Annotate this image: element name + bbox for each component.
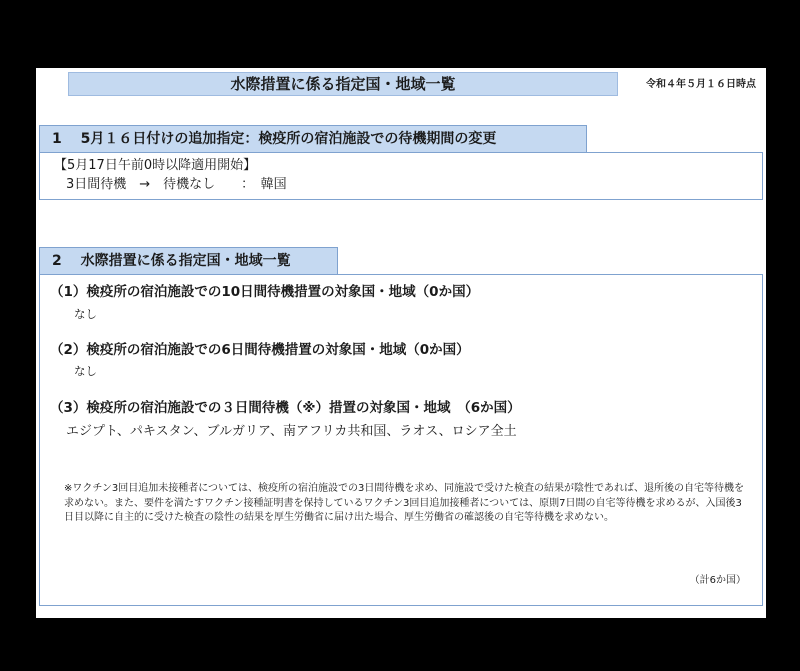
section2-box — [39, 274, 763, 606]
item3-body: エジプト、パキスタン、ブルガリア、南アフリカ共和国、ラオス、ロシア全土 — [66, 424, 517, 439]
slide — [36, 68, 766, 618]
as-of-date: 令和４年５月１６日時点 — [646, 79, 756, 90]
item1-body: なし — [74, 307, 97, 321]
section2-heading: 2 水際措置に係る指定国・地域一覧 — [39, 247, 338, 275]
item2-heading: （2）検疫所の宿泊施設での6日間待機措置の対象国・地域（0か国） — [50, 342, 470, 358]
item3-heading: （3）検疫所の宿泊施設での３日間待機（※）措置の対象国・地域 （6か国） — [50, 400, 521, 416]
item1-heading: （1）検疫所の宿泊施設での10日間待機措置の対象国・地域（0か国） — [50, 284, 480, 300]
page-title: 水際措置に係る指定国・地域一覧 — [68, 72, 618, 96]
section1-box — [39, 152, 763, 200]
total-count: （計6か国） — [689, 575, 746, 586]
section1-heading: 1 5月１６日付けの追加指定：検疫所の宿泊施設での待機期間の変更 — [39, 125, 587, 153]
item2-body: なし — [74, 364, 97, 378]
section1-effective-date: 【5月17日午前0時以降適用開始】 — [54, 158, 257, 173]
footnote: ※ワクチン3回目追加未接種者については、検疫所の宿泊施設での3日間待機を求め、同施設で受けた検査の結果が陰性であれば、退所後の自宅等待機を求めない。また、要件を満たすワクチン接種証明書を保持しているワクチン3回目追加接種者については、原則7日間の自宅等待機を求めるが、入国後3日目以降に自主的に受けた検査の陰性の結果を厚生労働省に届け出た場合、厚生労働省の確認後の自宅等待機を求めない。 — [64, 483, 745, 523]
section1-change: 3日間待機 → 待機なし ： 韓国 — [66, 177, 287, 192]
